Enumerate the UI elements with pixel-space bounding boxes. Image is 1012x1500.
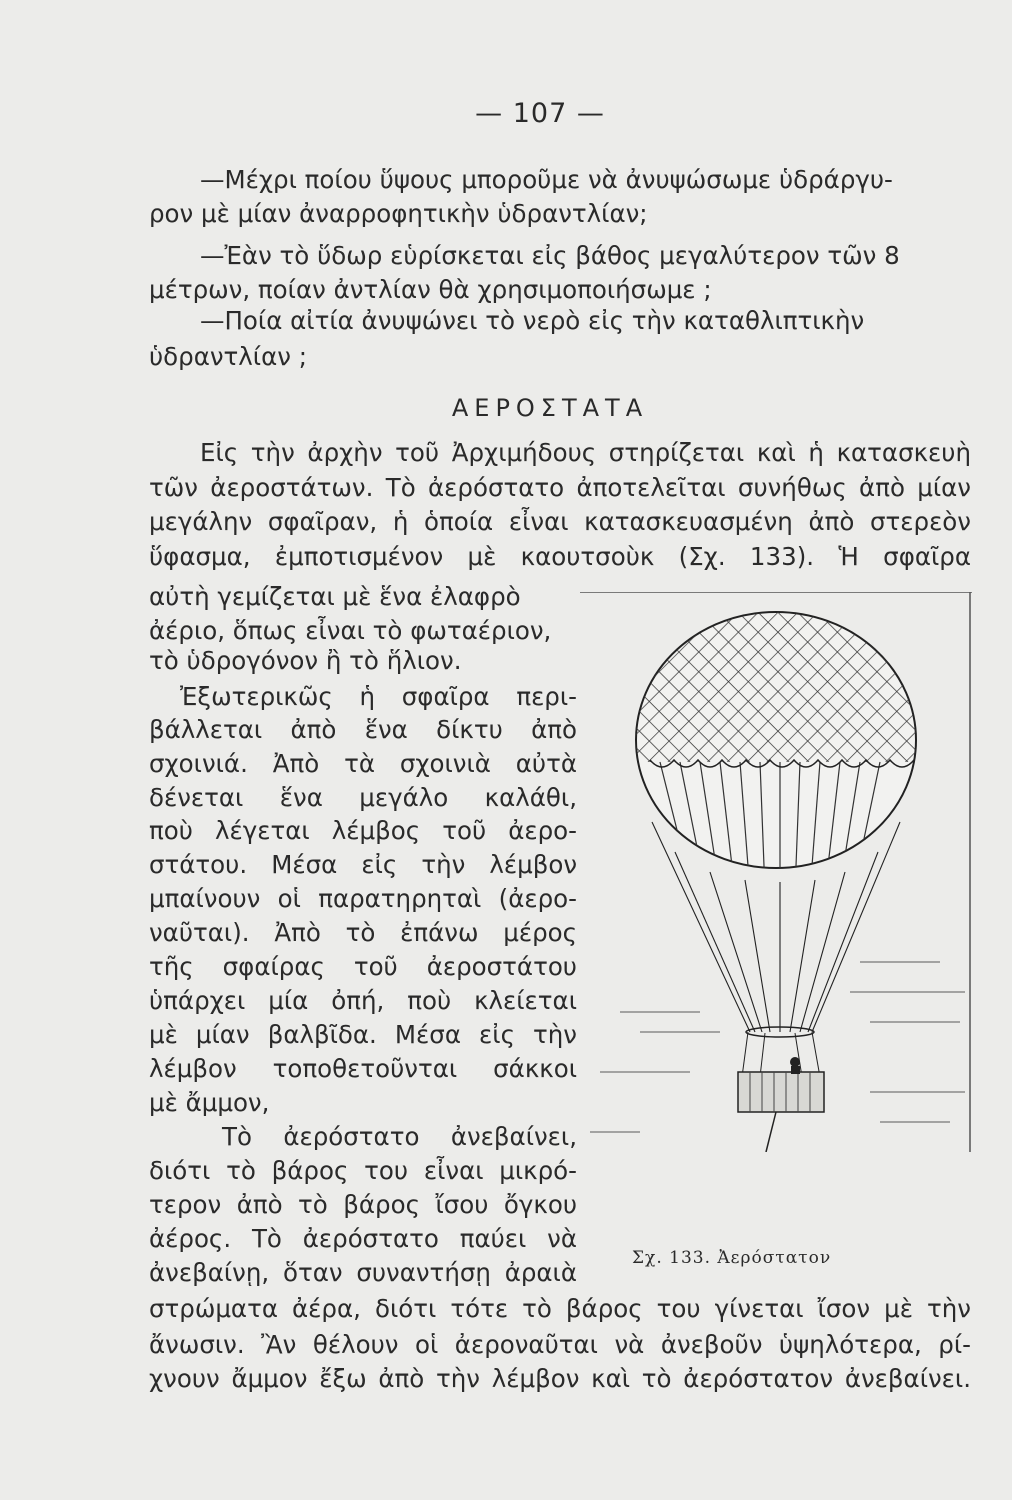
question-1-line-1: —Μέχρι ποίου ὕψους μποροῦμε νὰ ἀνυψώσωμε ὑδράργυ-: [200, 165, 893, 194]
question-2-line-1: —Ἐὰν τὸ ὕδωρ εὑρίσκεται εἰς βάθος μεγαλύτερον τῶν 8: [200, 241, 900, 270]
narrow-line-21: ἀνεβαίνῃ, ὅταν συναντήσῃ ἀραιὰ: [149, 1258, 577, 1287]
narrow-line-10: μπαίνουν οἱ παρατηρηταὶ (ἀερο-: [149, 884, 577, 913]
narrow-line-15: λέμβον τοποθετοῦνται σάκκοι: [149, 1054, 577, 1083]
narrow-line-2: ἀέριο, ὅπως εἶναι τὸ φωταέριον,: [149, 616, 552, 645]
body-line-3: μεγάλην σφαῖραν, ἡ ὁποία εἶναι κατασκευασμένη ἀπὸ στερεὸν: [149, 507, 971, 536]
narrow-line-12: τῆς σφαίρας τοῦ ἀεροστάτου: [149, 952, 577, 981]
question-2-line-2: μέτρων, ποίαν ἀντλίαν θὰ χρησιμοποιήσωμε ;: [149, 275, 712, 304]
narrow-line-13: ὑπάρχει μία ὀπή, ποὺ κλείεται: [149, 986, 577, 1015]
narrow-line-8: ποὺ λέγεται λέμβος τοῦ ἀερο-: [149, 816, 577, 845]
narrow-line-6: σχοινιά. Ἀπὸ τὰ σχοινιὰ αὐτὰ: [149, 749, 577, 778]
narrow-line-9: στάτου. Μέσα εἰς τὴν λέμβον: [149, 850, 577, 879]
end-line-3: χνουν ἄμμον ἔξω ἀπὸ τὴν λέμβον καὶ τὸ ἀερόστατον ἀνεβαίνει.: [149, 1364, 971, 1393]
narrow-line-17: Τὸ ἀερόστατο ἀνεβαίνει,: [222, 1122, 577, 1151]
balloon-illustration: [580, 592, 972, 1152]
narrow-line-20: ἀέρος. Τὸ ἀερόστατο παύει νὰ: [149, 1224, 577, 1253]
narrow-line-19: τερον ἀπὸ τὸ βάρος ἴσου ὄγκου: [149, 1190, 577, 1219]
section-title: ΑΕΡΟΣΤΑΤΑ: [451, 394, 649, 422]
question-1-line-2: ρον μὲ μίαν ἀναρροφητικὴν ὑδραντλίαν;: [149, 199, 648, 228]
narrow-line-4: Ἐξωτερικῶς ἡ σφαῖρα περι-: [180, 682, 577, 711]
body-line-2: τῶν ἀεροστάτων. Τὸ ἀερόστατο ἀποτελεῖται συνήθως ἀπὸ μίαν: [149, 473, 971, 502]
figure-caption: Σχ. 133. Ἀερόστατον: [632, 1248, 832, 1268]
body-line-1: Εἰς τὴν ἀρχὴν τοῦ Ἀρχιμήδους στηρίζεται καὶ ἡ κατασκευὴ: [200, 438, 971, 467]
question-3-line-1: —Ποία αἰτία ἀνυψώνει τὸ νερὸ εἰς τὴν καταθλιπτικὴν: [200, 306, 865, 335]
narrow-line-5: βάλλεται ἀπὸ ἕνα δίκτυ ἀπὸ: [149, 715, 577, 744]
question-3-line-2: ὑδραντλίαν ;: [149, 342, 307, 371]
body-line-4: ὕφασμα, ἐμποτισμένον μὲ καουτσοὺκ (Σχ. 133). Ἡ σφαῖρα: [149, 542, 971, 571]
narrow-line-16: μὲ ἄμμον,: [149, 1088, 270, 1117]
end-line-2: ἄνωσιν. Ἂν θέλουν οἱ ἀεροναῦται νὰ ἀνεβοῦν ὑψηλότερα, ρί-: [149, 1330, 971, 1359]
figure-balloon: [580, 592, 972, 1152]
page-number: — 107 —: [475, 98, 605, 129]
narrow-line-14: μὲ μίαν βαλβῖδα. Μέσα εἰς τὴν: [149, 1020, 577, 1049]
end-line-1: στρώματα ἀέρα, διότι τότε τὸ βάρος του γίνεται ἴσον μὲ τὴν: [149, 1294, 971, 1323]
narrow-line-7: δένεται ἕνα μεγάλο καλάθι,: [149, 783, 577, 812]
narrow-line-3: τὸ ὑδρογόνον ἢ τὸ ἥλιον.: [149, 646, 462, 675]
narrow-line-11: ναῦται). Ἀπὸ τὸ ἐπάνω μέρος: [149, 918, 577, 947]
narrow-line-18: διότι τὸ βάρος του εἶναι μικρό-: [149, 1156, 577, 1185]
narrow-line-1: αὐτὴ γεμίζεται μὲ ἕνα ἐλαφρὸ: [149, 582, 521, 611]
